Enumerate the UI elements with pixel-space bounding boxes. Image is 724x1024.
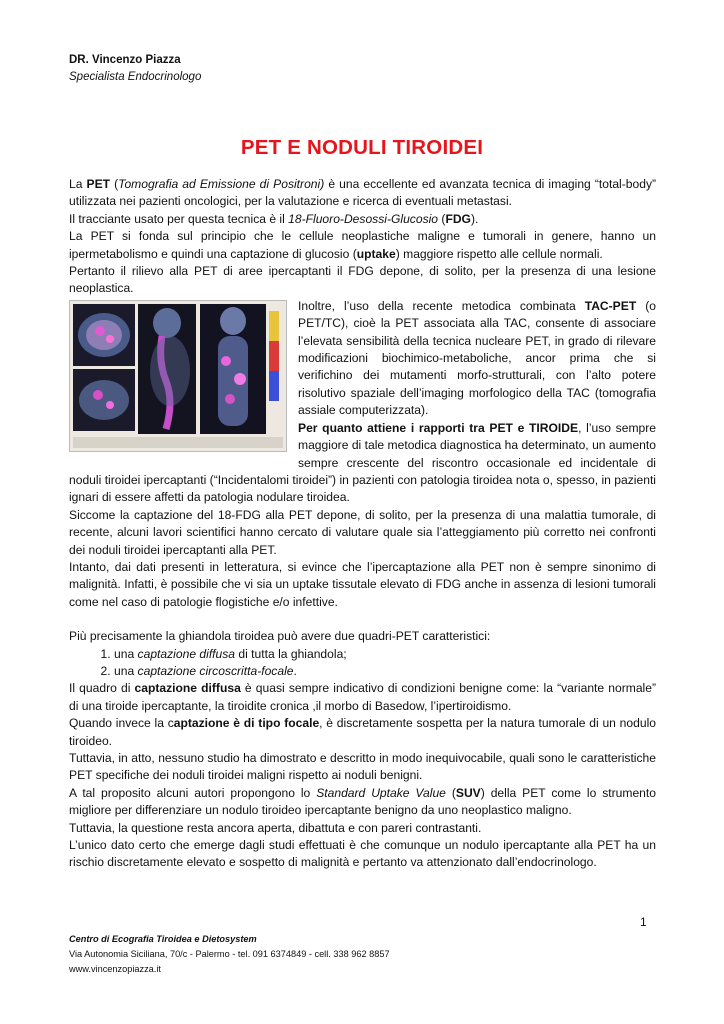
text: ( — [110, 177, 119, 191]
text: . — [293, 663, 297, 678]
paragraph-captazione: Siccome la captazione del 18-FDG alla PET depone, di solito, per la presenza di una malattia tumorale, di recente, alcuni lavori scientifici hanno cercato di valutare quale sia l’atteggiamento più corretto nei confronti dei noduli tiroidei ipercaptanti alla PET. — [69, 507, 656, 557]
text: una — [114, 646, 138, 661]
text: ). — [470, 211, 479, 226]
list-item — [114, 646, 656, 663]
author-role: Specialista Endocrinologo — [69, 71, 202, 83]
text: Quando invece la c — [69, 716, 174, 731]
paragraph-intro — [69, 176, 656, 211]
page-number: 1 — [640, 915, 647, 929]
bold-text: uptake — [356, 246, 396, 261]
text: ( — [438, 211, 446, 226]
paragraph-suv — [69, 785, 656, 820]
list-item — [114, 663, 656, 680]
author-header — [69, 52, 201, 86]
page-footer — [69, 932, 390, 977]
quadri-list — [69, 646, 656, 681]
text: , è discretamente sospetta per la natura tumorale di un nodulo tiroideo. — [69, 716, 656, 748]
spacer — [69, 611, 656, 628]
pet-scan-image — [69, 300, 287, 452]
paragraph-diffusa — [69, 680, 656, 715]
bold-text: FDG — [445, 211, 471, 226]
text: è una eccellente ed avanzata tecnica di imaging “total-body” utilizzata nei pazienti oncologici, per la valutazione e ricerca di eventuali metastasi. — [69, 177, 657, 209]
italic-text: captazione circoscritta-focale — [137, 663, 294, 678]
text: La — [69, 177, 87, 191]
text: A tal proposito alcuni autori propongono lo — [69, 785, 317, 800]
bold-text: PET — [86, 177, 111, 191]
article-body — [69, 176, 656, 872]
italic-text: captazione diffusa — [137, 646, 236, 661]
paragraph-quadri: Più precisamente la ghiandola tiroidea può avere due quadri-PET caratteristici: — [69, 629, 491, 644]
text: Il tracciante usato per questa tecnica è il — [69, 211, 289, 226]
document-title: PET E NODULI TIROIDEI — [240, 136, 484, 159]
paragraph-neoplastic: Pertanto il rilievo alla PET di aree ipercaptanti il FDG depone, di solito, per la presenza di una lesione neoplastica. — [69, 264, 656, 296]
text: (o PET/TC), cioè la PET associata alla TAC, consente di associare l’elevata sensibilità della tecnica nucleare PET, in grado di rilevare modificazioni biochimico-metaboliche, ancor prima che si verifichino dei mutamenti morfo-strutturali, con l’alto potere risolutivo spaziale dell’imaging morfologico della TAC (tomografia assiale computerizzata). — [298, 298, 656, 418]
text: Inoltre, l’uso della recente metodica combinata — [298, 298, 585, 313]
italic-text: Standard Uptake Value — [316, 785, 446, 800]
paragraph-tracer — [69, 211, 656, 228]
paragraph-focale — [69, 715, 656, 750]
text: , l’uso sempre maggiore di tale metodica diagnostica ha determinato, un aumento sempre crescente del riscontro occasionale ed incidentale di noduli tiroidei ipercaptanti (“Incidentalomi tiroidei”) in pazienti con patologia tiroidea nota o, spesso, in pazienti ignari di essere affetti da patologia nodulare tiroidea. — [69, 420, 657, 505]
pet-scan-graphic — [70, 301, 286, 451]
bold-text: SUV — [455, 785, 481, 800]
bold-text: TAC-PET — [584, 298, 637, 313]
italic-text: Tomografia ad Emissione di Positroni) — [118, 177, 325, 191]
paragraph-principle — [69, 228, 656, 263]
text: ) maggiore rispetto alle cellule normali. — [395, 246, 603, 261]
text: ) della PET come lo strumento migliore per differenziare un nodulo tiroideo ipercaptante benigno da uno neoplastico maligno. — [69, 785, 656, 818]
text: Il quadro di — [69, 681, 135, 696]
bold-text: aptazione è di tipo focale — [173, 716, 320, 731]
text: ( — [445, 785, 456, 800]
author-name: DR. Vincenzo Piazza — [69, 54, 181, 66]
italic-text: 18-Fluoro-Desossi-Glucosio — [288, 211, 439, 226]
footer-website: www.vincenzopiazza.it — [69, 964, 161, 974]
text: una — [114, 663, 138, 678]
text: La PET si fonda sul principio che le cellule neoplastiche maligne e tumorali in genere, hanno un ipermetabolismo e quindi una captazione di glucosio ( — [69, 229, 656, 261]
footer-address: Via Autonomia Siciliana, 70/c - Palermo - tel. 091 6374849 - cell. 338 962 8857 — [69, 949, 390, 959]
paragraph-conclusione: L’unico dato certo che emerge dagli studi effettuati è che comunque un nodulo ipercaptante alla PET ha un rischio discretamente elevato e sospetto di malignità e pertanto va attenzionato dall’endocrinologo. — [69, 838, 656, 870]
paragraph-questione: Tuttavia, la questione resta ancora aperta, dibattuta e con pareri contrastanti. — [69, 820, 482, 835]
paragraph-studi: Tuttavia, in atto, nessuno studio ha dimostrato e descritto in modo inequivocabile, quali sono le caratteristiche PET specifiche dei noduli tiroidei maligni rispetto ai noduli benigni. — [69, 751, 656, 783]
text: è quasi sempre indicativo di condizioni benigne come: la “variante normale” di una tiroide ipercaptante, la tiroidite cronica ,il morbo di Basedow, l’ipertiroidismo. — [69, 681, 656, 713]
bold-text: captazione diffusa — [134, 681, 241, 696]
footer-center-name: Centro di Ecografia Tiroidea e Dietosystem — [69, 934, 257, 944]
paragraph-letteratura: Intanto, dai dati presenti in letteratura, si evince che l’ipercaptazione alla PET non è sempre sinonimo di malignità. Infatti, è possibile che vi sia un uptake tissutale elevato di FDG anche in assenza di lesioni tumorali come nel caso di patologie flogistiche e/o infettive. — [69, 559, 656, 609]
bold-text: Per quanto attiene i rapporti tra PET e TIROIDE — [298, 420, 579, 435]
text: di tutta la ghiandola; — [235, 646, 347, 661]
